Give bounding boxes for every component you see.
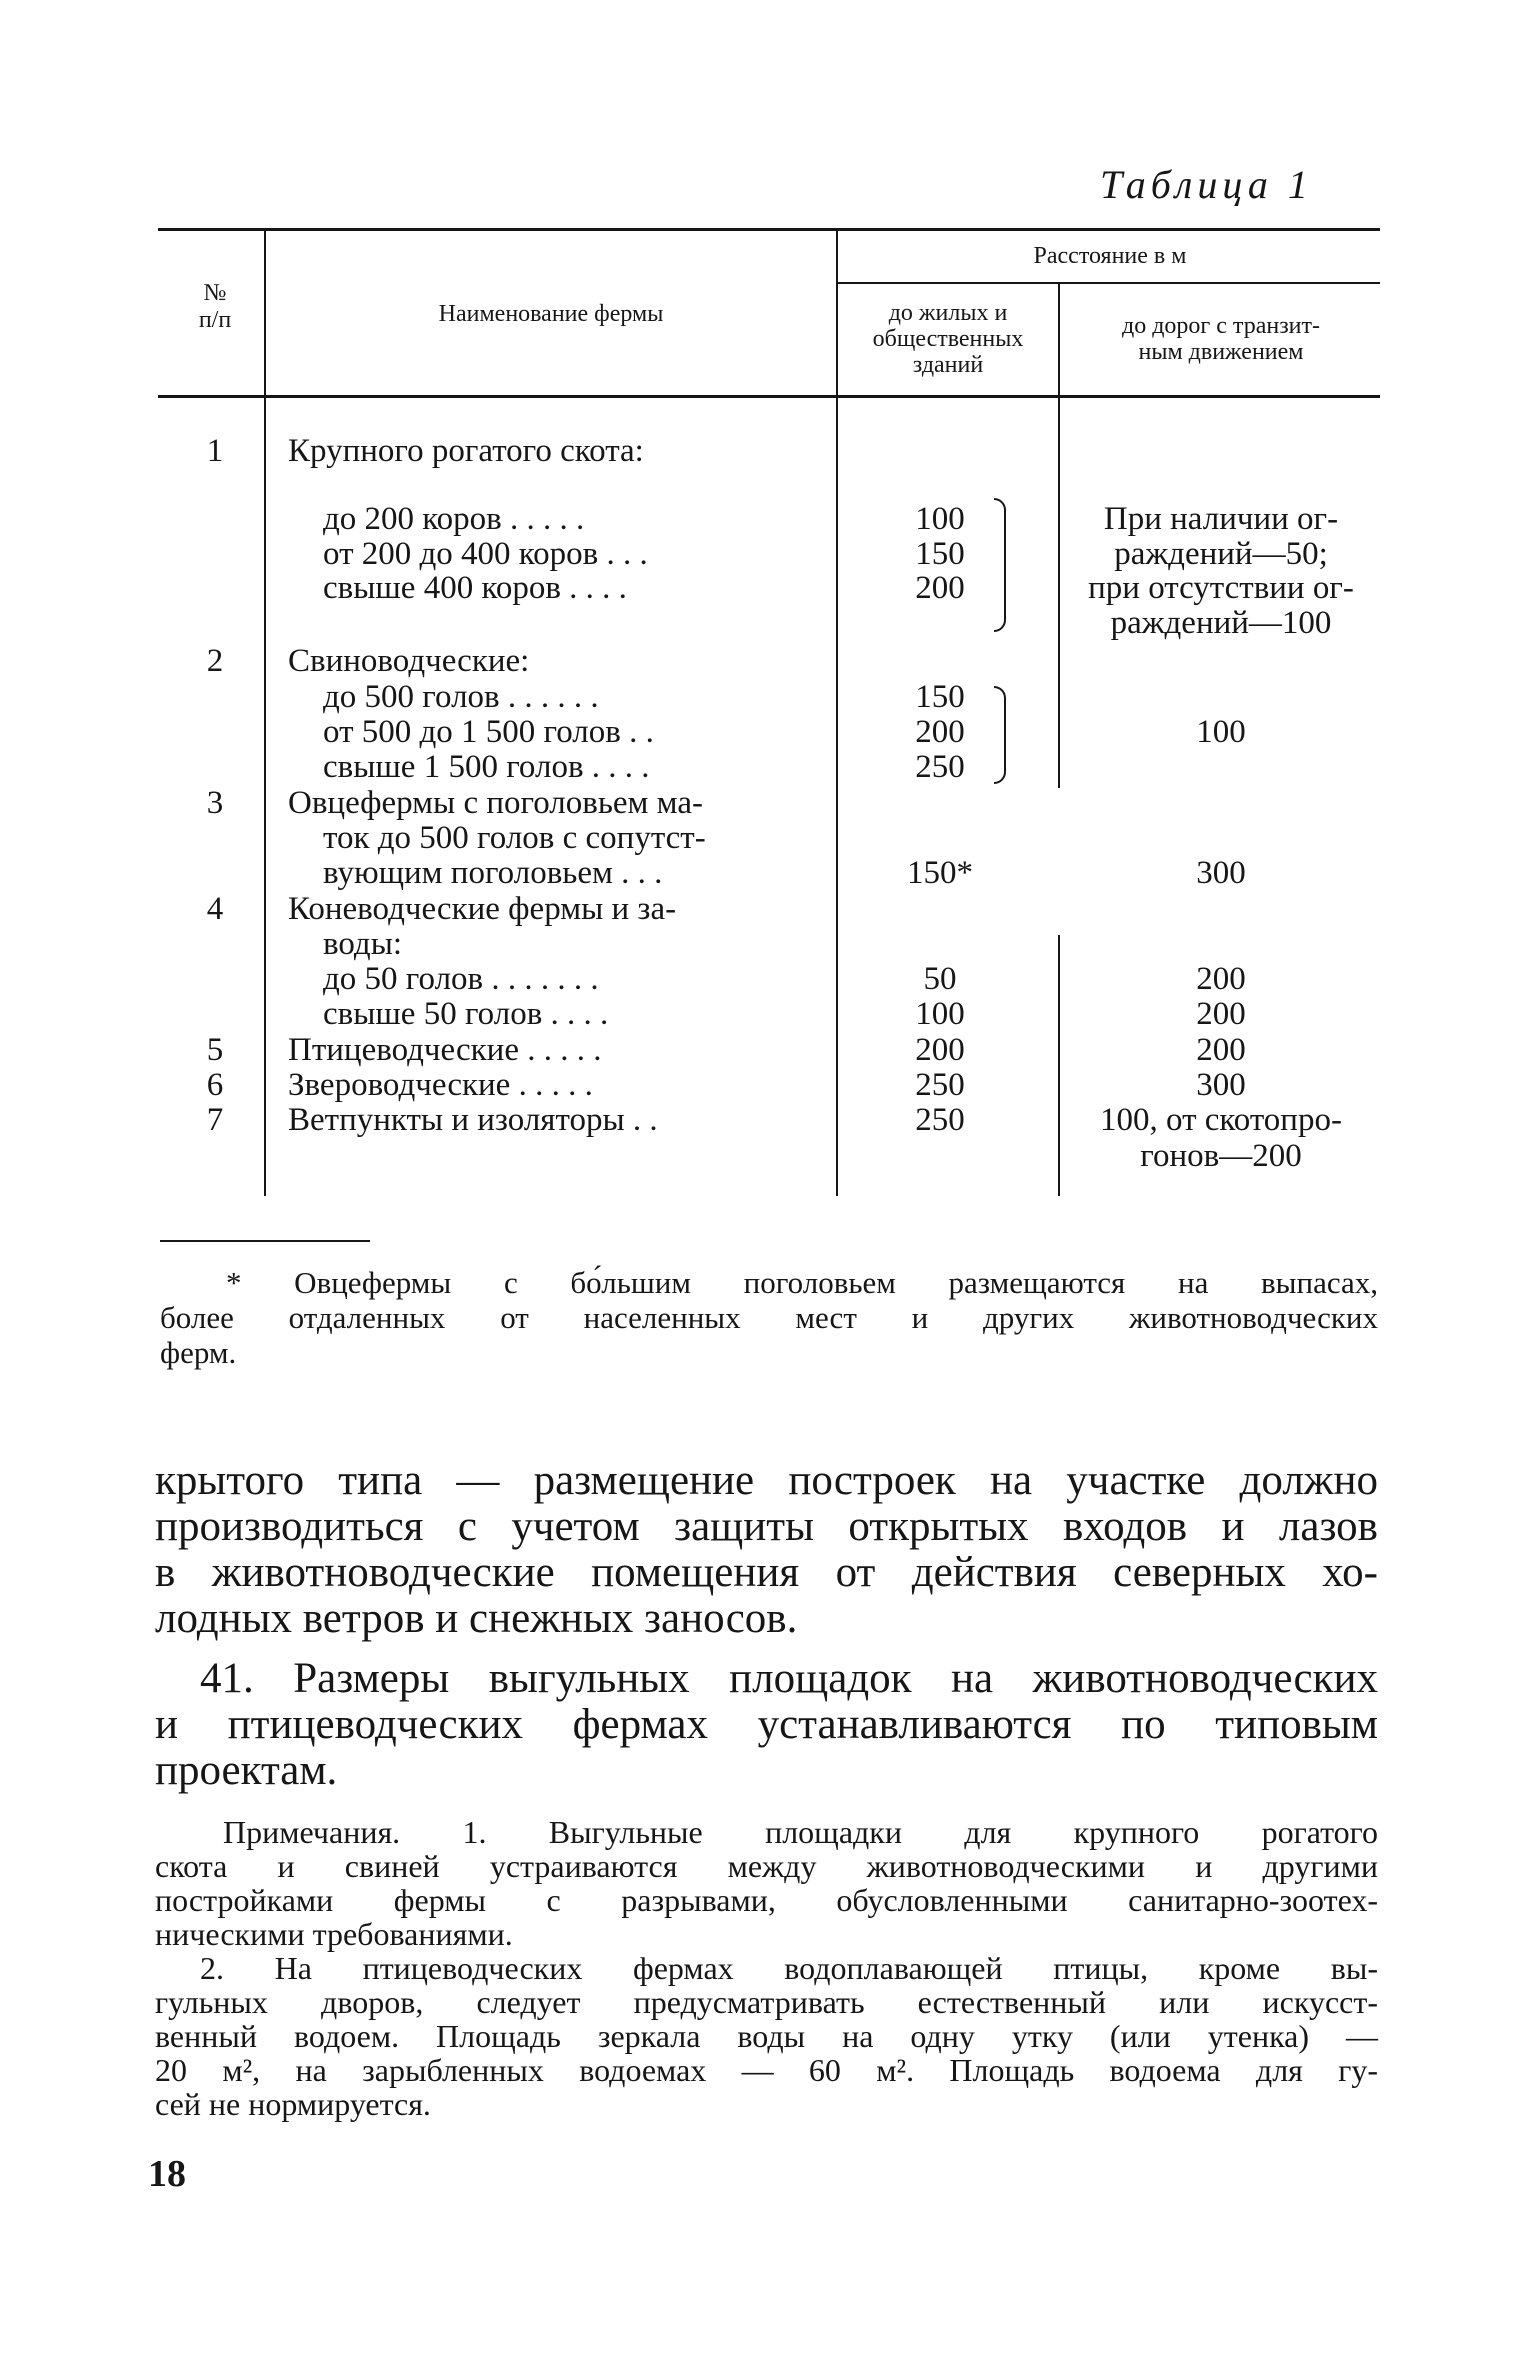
footnote-line: * Овцефермы с бо́льшим поголовьем размещаются на выпасах,	[226, 1265, 1378, 1300]
brace-group-2	[994, 686, 1006, 784]
row-name: Коневодческие фермы и за-	[288, 891, 677, 927]
row-distance-buildings: 50	[923, 961, 957, 997]
row-distance-buildings: 200	[915, 570, 965, 606]
footnote-rule	[160, 1240, 370, 1242]
header-col-to-buildings: до жилых и общественных зданий	[872, 300, 1024, 378]
row-distance-buildings: 250	[915, 1102, 965, 1138]
row-number: 5	[206, 1032, 224, 1068]
row-number: 4	[206, 891, 224, 927]
row-distance-buildings: 200	[915, 714, 965, 750]
row-name: Ветпункты и изоляторы . .	[288, 1102, 658, 1138]
row-name: Звероводческие . . . . .	[288, 1067, 593, 1103]
row-distance-roads: 200	[1196, 961, 1246, 997]
row-distance-roads: 200	[1196, 1032, 1246, 1068]
header-col-num: № п/п	[198, 280, 232, 333]
row-distance-buildings: 150*	[907, 855, 973, 891]
row-name: ток до 500 голов с сопутст-	[323, 820, 706, 856]
row-name: Птицеводческие . . . . .	[288, 1032, 602, 1068]
row-distance-buildings: 200	[915, 1032, 965, 1068]
row-distance-buildings: 150	[915, 679, 965, 715]
header-sub-rule	[838, 282, 1380, 284]
row-distance-roads: при отсутствии ог-	[1088, 570, 1354, 606]
notes-block: Примечания. 1. Выгульные площадки для крупного рогатого скота и свиней устраиваются между животноводческими и другими постройками фермы с разрывами, обусловленными санитарно-зоотех- ническими требованиями. 2. На птицеводческих фермах водоплавающей птицы, кроме вы- гульных дворов, следует предусматривать естественный или искусст- венный водоем. Площадь зеркала воды на одну утку (или утенка) — 20 м², на зарыбленных водоемах — 60 м². Площадь водоема для гу- сей не нормируется.	[155, 1814, 1378, 2122]
row-name: до 500 голов . . . . . .	[323, 679, 599, 715]
row-name: Свиноводческие:	[288, 643, 530, 679]
row-number: 7	[206, 1102, 224, 1138]
col-rule-1	[264, 231, 266, 395]
footnote-line: более отдаленных от населенных мест и других животноводческих	[160, 1300, 1378, 1335]
row-distance-buildings: 150	[915, 536, 965, 572]
row-number: 2	[206, 643, 224, 679]
header-col-to-roads: до дорог с транзит- ным движением	[1122, 313, 1320, 365]
row-name: воды:	[323, 926, 403, 962]
header-col-distance: Расстояние в м	[1033, 243, 1187, 269]
row-name: вующим поголовьем . . .	[323, 855, 663, 891]
row-distance-roads: При наличии ог-	[1103, 501, 1339, 537]
header-bottom-rule	[158, 395, 1380, 398]
col-rule-3-body-a	[1058, 398, 1060, 788]
row-name: свыше 400 коров . . . .	[323, 570, 627, 606]
footnote	[160, 1265, 1378, 1370]
table-caption: Таблица 1	[1100, 162, 1313, 207]
row-distance-roads: 300	[1196, 1067, 1246, 1103]
row-distance-roads: 300	[1196, 855, 1246, 891]
row-distance-buildings: 100	[915, 501, 965, 537]
row-distance-roads: 200	[1196, 996, 1246, 1032]
header-col-name: Наименование фермы	[438, 301, 664, 327]
row-name: от 500 до 1 500 голов . .	[323, 714, 654, 750]
footnote-line: ферм.	[160, 1335, 237, 1370]
col-rule-3	[1058, 284, 1060, 395]
col-rule-1-body	[264, 398, 266, 1196]
row-name: свыше 1 500 голов . . . .	[323, 749, 650, 785]
row-distance-buildings: 250	[915, 1067, 965, 1103]
row-distance-roads: 100, от скотопро-	[1100, 1102, 1342, 1138]
row-number: 6	[206, 1067, 224, 1103]
row-distance-roads: 100	[1196, 714, 1246, 750]
row-distance-buildings: 100	[915, 996, 965, 1032]
col-rule-3-body-b	[1058, 935, 1060, 1196]
table-top-rule	[158, 228, 1380, 231]
row-name: Крупного рогатого скота:	[288, 433, 644, 469]
row-number: 1	[206, 433, 224, 469]
row-distance-roads: раждений—50;	[1114, 536, 1328, 572]
row-name: до 200 коров . . . . .	[323, 501, 585, 537]
row-name: до 50 голов . . . . . . .	[323, 961, 599, 997]
row-distance-roads: раждений—100	[1110, 605, 1332, 641]
row-name: Овцефермы с поголовьем ма-	[288, 785, 703, 821]
row-distance-roads: гонов—200	[1140, 1138, 1302, 1174]
row-number: 3	[206, 785, 224, 821]
brace-group-1	[994, 498, 1006, 632]
row-name: от 200 до 400 коров . . .	[323, 536, 648, 572]
body-paragraph: крытого типа — размещение построек на участке должно производиться с учетом защиты открытых входов и лазов в животноводческие помещения от действия северных хо- лодных ветров и снежных заносов.	[155, 1457, 1378, 1642]
row-distance-buildings: 250	[915, 749, 965, 785]
row-name: свыше 50 голов . . . .	[323, 996, 609, 1032]
page-number: 18	[148, 2153, 186, 2195]
clause-41-paragraph: 41. Размеры выгульных площадок на животноводческих и птицеводческих фермах устанавливаются по типовым проектам.	[155, 1655, 1378, 1794]
